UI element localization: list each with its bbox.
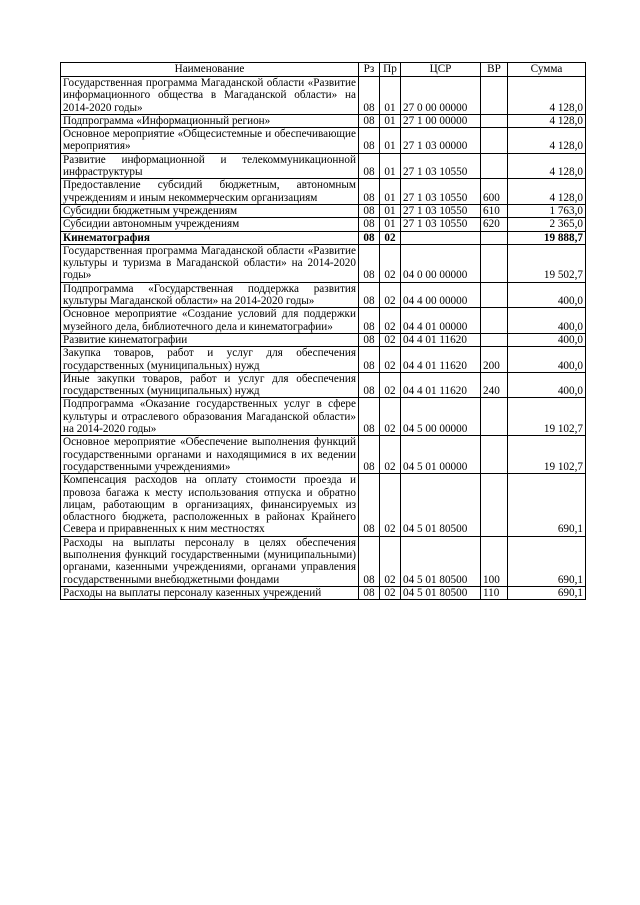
cell-vr — [481, 333, 508, 346]
cell-pr: 02 — [380, 398, 401, 436]
cell-rz: 08 — [359, 244, 380, 282]
table-row — [61, 153, 586, 179]
cell-sum: 400,0 — [508, 372, 586, 398]
cell-rz: 08 — [359, 153, 380, 179]
table-header-row — [61, 63, 586, 77]
table-row — [61, 179, 586, 205]
cell-csr: 04 4 01 11620 — [401, 333, 481, 346]
cell-name: Расходы на выплаты персоналу казенных учреждений — [61, 586, 359, 599]
cell-vr: 110 — [481, 586, 508, 599]
cell-csr: 27 1 00 00000 — [401, 114, 481, 127]
cell-sum: 2 365,0 — [508, 218, 586, 231]
cell-name: Компенсация расходов на оплату стоимости проезда и провоза багажа к месту использования отпуска и обратно лицам, работающим в организациях, финансируемых из областного бюджета, расположенных в районах Крайнего Севера и приравненных к ним местностях — [61, 474, 359, 536]
cell-rz: 08 — [359, 308, 380, 334]
header-rz: Рз — [359, 63, 380, 77]
cell-pr: 02 — [380, 586, 401, 599]
table-row — [61, 308, 586, 334]
cell-pr: 02 — [380, 308, 401, 334]
cell-csr: 27 1 03 10550 — [401, 218, 481, 231]
cell-rz: 08 — [359, 372, 380, 398]
cell-name: Подпрограмма «Информационный регион» — [61, 114, 359, 127]
cell-pr: 02 — [380, 231, 401, 244]
cell-sum: 690,1 — [508, 536, 586, 586]
cell-vr — [481, 474, 508, 536]
table-row — [61, 231, 586, 244]
cell-sum: 400,0 — [508, 347, 586, 373]
cell-csr: 04 5 00 00000 — [401, 398, 481, 436]
cell-pr: 01 — [380, 179, 401, 205]
cell-pr: 01 — [380, 128, 401, 154]
cell-rz: 08 — [359, 347, 380, 373]
table-row — [61, 244, 586, 282]
cell-name: Закупка товаров, работ и услуг для обеспечения государственных (муниципальных) нужд — [61, 347, 359, 373]
cell-rz: 08 — [359, 333, 380, 346]
cell-vr — [481, 114, 508, 127]
cell-rz: 08 — [359, 218, 380, 231]
header-vr: ВР — [481, 63, 508, 77]
table-row — [61, 77, 586, 115]
cell-sum: 4 128,0 — [508, 77, 586, 115]
cell-sum: 690,1 — [508, 474, 586, 536]
table-row — [61, 204, 586, 217]
table-row — [61, 436, 586, 474]
budget-table — [60, 62, 586, 600]
cell-vr — [481, 244, 508, 282]
cell-vr — [481, 436, 508, 474]
header-csr: ЦСР — [401, 63, 481, 77]
cell-rz: 08 — [359, 474, 380, 536]
cell-sum: 19 888,7 — [508, 231, 586, 244]
cell-pr: 01 — [380, 153, 401, 179]
cell-sum: 4 128,0 — [508, 128, 586, 154]
cell-name: Государственная программа Магаданской области «Развитие культуры и туризма в Магаданской области» на 2014-2020 годы» — [61, 244, 359, 282]
cell-pr: 01 — [380, 114, 401, 127]
cell-pr: 01 — [380, 77, 401, 115]
table-body — [61, 77, 586, 600]
cell-rz: 08 — [359, 436, 380, 474]
cell-name: Развитие кинематографии — [61, 333, 359, 346]
cell-sum: 400,0 — [508, 308, 586, 334]
table-row — [61, 128, 586, 154]
cell-pr: 02 — [380, 333, 401, 346]
cell-vr — [481, 282, 508, 308]
cell-rz: 08 — [359, 114, 380, 127]
cell-sum: 1 763,0 — [508, 204, 586, 217]
cell-vr — [481, 308, 508, 334]
cell-sum: 19 502,7 — [508, 244, 586, 282]
cell-name: Кинематография — [61, 231, 359, 244]
cell-name: Развитие информационной и телекоммуникационной инфраструктуры — [61, 153, 359, 179]
cell-rz: 08 — [359, 231, 380, 244]
cell-sum: 690,1 — [508, 586, 586, 599]
cell-csr: 27 1 03 10550 — [401, 204, 481, 217]
cell-pr: 02 — [380, 436, 401, 474]
cell-vr: 240 — [481, 372, 508, 398]
cell-rz: 08 — [359, 536, 380, 586]
cell-vr: 610 — [481, 204, 508, 217]
table-row — [61, 586, 586, 599]
table-row — [61, 333, 586, 346]
cell-pr: 01 — [380, 218, 401, 231]
cell-vr — [481, 153, 508, 179]
table-row — [61, 372, 586, 398]
cell-pr: 02 — [380, 244, 401, 282]
cell-name: Основное мероприятие «Обеспечение выполнения функций государственными органами и находящимися в их ведении государственными учреждениями» — [61, 436, 359, 474]
cell-name: Подпрограмма «Государственная поддержка развития культуры Магаданской области» на 2014-2020 годы» — [61, 282, 359, 308]
cell-vr: 100 — [481, 536, 508, 586]
cell-csr: 04 4 01 00000 — [401, 308, 481, 334]
header-sum: Сумма — [508, 63, 586, 77]
cell-name: Государственная программа Магаданской области «Развитие информационного общества в Магаданской области» на 2014-2020 годы» — [61, 77, 359, 115]
cell-name: Предоставление субсидий бюджетным, автономным учреждениям и иным некоммерческим организациям — [61, 179, 359, 205]
table-row — [61, 282, 586, 308]
cell-csr: 27 1 03 00000 — [401, 128, 481, 154]
cell-pr: 02 — [380, 474, 401, 536]
cell-pr: 02 — [380, 536, 401, 586]
header-name: Наименование — [61, 63, 359, 77]
cell-rz: 08 — [359, 282, 380, 308]
cell-pr: 01 — [380, 204, 401, 217]
cell-vr: 620 — [481, 218, 508, 231]
cell-csr: 04 0 00 00000 — [401, 244, 481, 282]
cell-csr: 27 1 03 10550 — [401, 179, 481, 205]
cell-csr: 04 5 01 80500 — [401, 586, 481, 599]
cell-pr: 02 — [380, 372, 401, 398]
cell-sum: 4 128,0 — [508, 153, 586, 179]
cell-vr — [481, 128, 508, 154]
cell-csr: 04 5 01 80500 — [401, 474, 481, 536]
cell-sum: 400,0 — [508, 282, 586, 308]
cell-vr: 200 — [481, 347, 508, 373]
table-row — [61, 474, 586, 536]
cell-csr: 04 5 01 00000 — [401, 436, 481, 474]
cell-csr: 04 4 01 11620 — [401, 347, 481, 373]
cell-name: Подпрограмма «Оказание государственных услуг в сфере культуры и отраслевого образования Магаданской области» на 2014-2020 годы» — [61, 398, 359, 436]
cell-csr: 27 0 00 00000 — [401, 77, 481, 115]
table-row — [61, 536, 586, 586]
cell-pr: 02 — [380, 347, 401, 373]
cell-sum: 4 128,0 — [508, 114, 586, 127]
cell-name: Основное мероприятие «Создание условий для поддержки музейного дела, библиотечного дела и кинематографии» — [61, 308, 359, 334]
cell-name: Субсидии бюджетным учреждениям — [61, 204, 359, 217]
cell-csr: 27 1 03 10550 — [401, 153, 481, 179]
header-pr: Пр — [380, 63, 401, 77]
cell-csr: 04 4 01 11620 — [401, 372, 481, 398]
cell-sum: 19 102,7 — [508, 398, 586, 436]
cell-rz: 08 — [359, 586, 380, 599]
cell-csr: 04 4 00 00000 — [401, 282, 481, 308]
cell-rz: 08 — [359, 77, 380, 115]
cell-name: Субсидии автономным учреждениям — [61, 218, 359, 231]
cell-rz: 08 — [359, 179, 380, 205]
cell-csr: 04 5 01 80500 — [401, 536, 481, 586]
cell-csr — [401, 231, 481, 244]
table-row — [61, 398, 586, 436]
cell-sum: 400,0 — [508, 333, 586, 346]
cell-vr — [481, 77, 508, 115]
cell-vr: 600 — [481, 179, 508, 205]
cell-rz: 08 — [359, 204, 380, 217]
cell-pr: 02 — [380, 282, 401, 308]
cell-name: Расходы на выплаты персоналу в целях обеспечения выполнения функций государственными (муниципальными) органами, казенными учреждениями, органами управления государственными внебюджетными фондами — [61, 536, 359, 586]
cell-vr — [481, 398, 508, 436]
cell-name: Основное мероприятие «Общесистемные и обеспечивающие мероприятия» — [61, 128, 359, 154]
cell-name: Иные закупки товаров, работ и услуг для обеспечения государственных (муниципальных) нужд — [61, 372, 359, 398]
cell-rz: 08 — [359, 398, 380, 436]
cell-sum: 4 128,0 — [508, 179, 586, 205]
table-row — [61, 347, 586, 373]
table-row — [61, 218, 586, 231]
table-row — [61, 114, 586, 127]
cell-vr — [481, 231, 508, 244]
cell-sum: 19 102,7 — [508, 436, 586, 474]
cell-rz: 08 — [359, 128, 380, 154]
